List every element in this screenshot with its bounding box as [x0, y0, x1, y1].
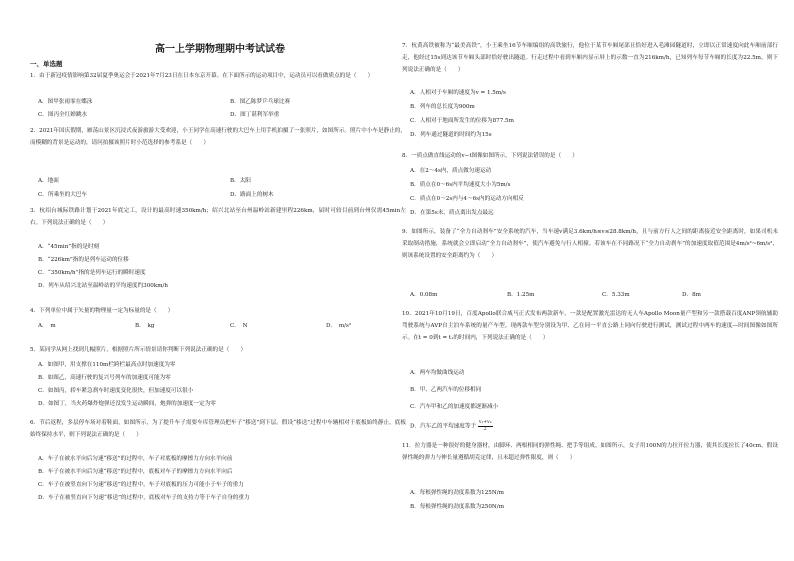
question-10: 10．2021年10月19日，百度Apollo联合威马正式发布两款新车，一款是配置激光雷达的无人车Apollo Moon量产型和另一款搭载百度ANP领航辅助驾驶系统与AVP自主泊车系统的量产车型。现两款车型分别设为甲、乙在同一平直公路上同向行驶进行测试，测试过程中两车的速度—时间图像如图所示。在t = 0到t = t₁的时间内，下列说法正确的是（ ） [402, 311, 778, 342]
question-11: 11．拉力器是一种很好的健身器材，由脚环、两根相同的弹性绳、把手等组成。如图所示，女子用100N的力拉开拉力器，使其长度拉长了40cm，假设弹性绳的弹力与伸长量遵循胡克定律，且未超过弹性限度，则（ ） [402, 443, 778, 462]
question-9: 9．如图所示，装备了“全力自动刹车”安全系统的汽车，当车速v满足3.6km/h≤v≤28.8km/h，且与前方行人之间的距离接近安全距离时，如果司机未采取制动措施，系统就会立即启动“全力自动刹车”，使汽车避免与行人相撞。若该车在不同路况下“全力自动刹车”的加速度取值范围是4m/s²~6m/s²，则该系统设置的安全距离约为（ ） [402, 229, 778, 260]
q10-option-a: A．两车均做曲线运动 [410, 370, 465, 376]
q8-option-d: D．在第5s末，质点离出发点最远 [410, 210, 494, 216]
q9-option-b: B．1.25m [507, 292, 535, 298]
question-7: 7．杭黄高铁被称为“最美高铁”，小王乘坐16节车厢编组的高铁旅行，他位于某节车厢尾部且恰好进入毛滩园隧道时，立即以正常速度向此车厢前部行走，他经过15s到达该节车厢头部时恰好驶出隧道。行走过程中看到车厢内显示屏上的示数一直为216km/h，已知列车每节车厢的长度为22.5m，则下列说法正确的是（ ） [402, 43, 778, 74]
q2-option-b: B．太阳 [230, 178, 251, 184]
q4-option-b: B． kg [135, 323, 155, 329]
q3-option-a: A．“45min”指的是时刻 [38, 244, 100, 250]
q3-option-c: C．“350km/h”指的是列车运行的瞬时速度 [38, 270, 146, 276]
q11-option-a: A．每根弹性绳的劲度系数为125N/m [410, 490, 504, 496]
fraction-denominator: 2 [483, 426, 487, 432]
q8-option-c: C．质点在0～2s内与4～6s内的运动方向相反 [410, 196, 524, 202]
q10-option-c: C．汽车甲和乙的加速度都逐渐减小 [410, 404, 499, 410]
q7-option-a: A．人相对于车厢的速度为v = 1.5m/s [410, 90, 506, 96]
q6-option-b: B．车子在被水平向后匀速“移送”的过程中，底板对车子的摩擦力方向水平向后 [38, 469, 233, 475]
q7-option-d: D．列车通过隧道的时间约为15s [410, 132, 492, 138]
q5-option-b: B．如图乙，高速行驶的复兴号列车的加速度可能为零 [38, 375, 171, 381]
q10-option-b: B．甲、乙两汽车的位移相同 [410, 387, 482, 393]
section-heading: 一、单选题 [30, 60, 63, 68]
q2-option-c: C．所乘坐的大巴车 [38, 192, 88, 198]
q1-option-a: A．图甲张雨霏在蝶泳 [38, 99, 93, 105]
q11-option-b: B．每根弹性绳的劲度系数为250N/m [410, 504, 504, 510]
exam-title: 高一上学期物理期中考试试卷 [155, 44, 285, 55]
q7-option-b: B．列车的总长度为900m [410, 104, 475, 110]
q6-option-a: A．车子在被水平向后匀速“移送”的过程中，车子对底板的摩擦力方向水平向前 [38, 456, 233, 462]
fraction-numerator: v₁+v₂ [478, 420, 492, 425]
question-4: 4．下列单位中属于矢量的物理量一定为标量的是（ ） [30, 308, 174, 314]
q5-option-c: C．如图丙，轿车紧急刹车时速度变化很快，但加速度可以很小 [38, 388, 194, 394]
q1-option-b: B．图乙陈梦乒乓球比赛 [230, 99, 291, 105]
q10-option-d [410, 420, 493, 432]
question-1: 1．由于新冠疫情影响第32届夏季奥运会于2021年7月23日在日本东京开幕。在下面所示的运动项目中，运动员可以看做质点的是（ ） [30, 73, 374, 79]
q5-option-a: A．如图甲，用支撑在110m栏跨栏最高点时加速度为零 [38, 362, 176, 368]
question-8: 8．一质点做直线运动的v−t图像如图所示，下列说法错误的是（ ） [402, 153, 578, 159]
q9-option-d: D．8m [682, 292, 701, 298]
q6-option-d: D．车子在被竖直向下匀速“移送”的过程中，底板对车子的支持力等于车子自身的重力 [38, 495, 250, 501]
q8-option-a: A．在2～4s内，质点做匀速运动 [410, 168, 492, 174]
q4-option-d: D． m/s² [326, 323, 352, 329]
q4-option-c: C． N [230, 323, 248, 329]
q3-option-b: B．“226km”指的是列车运动的位移 [38, 257, 129, 263]
question-6: 6．节后返程，多层停车场对着鞋面，如图所示，为了提升车子需要车库管理员把车子“移送”到下层。假设“移送”过程中车辆相对于底板始终静止，底板始终保持水平，则下列说法正确的是（ ） [30, 420, 406, 439]
question-3: 3．杭绍台城际铁路计划于2021年底完工，设计的最高时速350km/h；绍兴北站至台州温岭站新建里程226km，届时可较目前到台州仅需45min左右。下列说法正确的是（ ） [30, 208, 406, 227]
q4-option-a: A． m [38, 323, 56, 329]
question-2: 2．2021年国庆假期，雁荡山景区沉浸式夜游旅游大受欢迎，小王同学在高速行驶的大巴车上用手机拍摄了一张照片，如图所示。照片中小车是静止的，而模糊的背景是运动的，请问拍摄该照片时小范选择的参考系是（ ） [30, 128, 406, 147]
q8-option-b: B．质点在0～6s内平均速度大小为5m/s [410, 182, 511, 188]
q7-option-c: C．人相对于地面所发生的位移为877.5m [410, 118, 514, 124]
q9-option-a: A．0.08m [410, 292, 438, 298]
q9-option-c: C．5.33m [602, 292, 630, 298]
q1-option-c: C．图丙全红婵跳水 [38, 112, 88, 118]
q2-option-d: D．路面上的树木 [230, 192, 274, 198]
q5-option-d: D．如图丁，当火药爆炸炮弹还没发生运动瞬间，炮弹的加速度一定为零 [38, 401, 216, 407]
question-5: 5．某同学从网上找到几幅照片，根据照片所示情景请你判断下列说法正确的是（ ） [30, 347, 247, 353]
q3-option-d: D．列车从绍兴北站至温岭站的平均速度约300km/h [38, 283, 169, 289]
q10-option-d-label: D．汽车乙的平均速度等于 [410, 423, 477, 430]
fraction [478, 420, 493, 432]
q2-option-a: A．地面 [38, 178, 59, 184]
q1-option-d: D．图丁谌利军举重 [230, 112, 280, 118]
q6-option-c: C．车子在被竖直向下匀速“移送”的过程中，车子对底板的压力可能小于车子的重力 [38, 482, 244, 488]
